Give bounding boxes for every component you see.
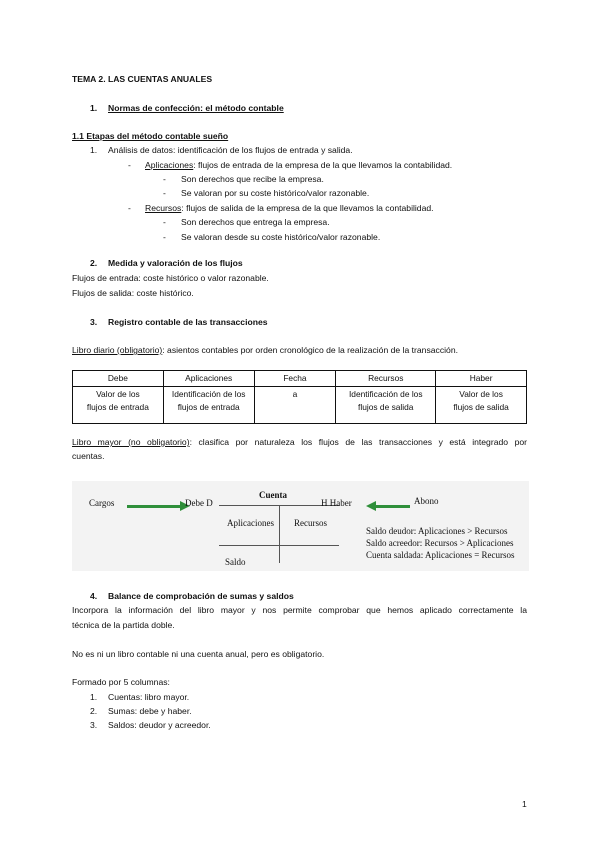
step-2-line-1: Flujos de entrada: coste histórico o valor razonable. (72, 273, 269, 283)
aplicaciones-bullet-1: Son derechos que recibe la empresa. (181, 174, 324, 184)
step-2-line-2: Flujos de salida: coste histórico. (72, 288, 194, 298)
abono-arrow-line (374, 505, 410, 508)
cuenta-label: Cuenta (259, 490, 288, 500)
cell-text: flujos de salida (358, 402, 414, 413)
recursos-label: Recursos (294, 518, 327, 528)
step-4-paragraph-line-1: Incorpora la información del libro mayor y nos permite comprobar que hemos aplicado correctamente la (72, 605, 527, 615)
header-recursos: Recursos (336, 371, 436, 387)
libro-mayor-line-2: cuentas. (72, 451, 105, 461)
cell-text: flujos de salida (453, 402, 509, 413)
libro-diario-line (72, 345, 458, 356)
cargos-arrow-line (127, 505, 183, 508)
step-4-note: No es ni un libro contable ni una cuenta anual, pero es obligatorio. (72, 649, 325, 659)
cell-debe (73, 387, 164, 424)
bullet-dash: - (163, 188, 166, 198)
saldo-acreedor-note: Saldo acreedor: Recursos > Aplicaciones (366, 538, 514, 548)
column-item-text: Sumas: debe y haber. (108, 706, 192, 716)
bullet-dash: - (163, 174, 166, 184)
table-header-row (73, 371, 527, 387)
cuenta-saldada-note: Cuenta saldada: Aplicaciones = Recursos (366, 550, 515, 560)
aplicaciones-line (145, 160, 452, 171)
header-debe: Debe (73, 371, 164, 387)
step-4-number: 4. (90, 591, 98, 601)
cell-aplicaciones (163, 387, 254, 424)
libro-diario-text: : asientos contables por orden cronológico de la realización de la transacción. (162, 345, 458, 355)
columns-intro: Formado por 5 columnas: (72, 677, 170, 687)
libro-mayor-term: Libro mayor (no obligatorio) (72, 437, 190, 447)
cell-text: Valor de los (459, 389, 503, 400)
t-account-diagram (72, 481, 529, 571)
aplicaciones-label: Aplicaciones (227, 518, 274, 528)
page-number: 1 (522, 799, 527, 809)
step-2-number: 2. (90, 258, 98, 268)
column-item-number: 2. (90, 706, 98, 716)
libro-mayor-line-1 (72, 437, 527, 448)
cell-haber (436, 387, 527, 424)
t-account-vertical-line (279, 505, 280, 563)
section-1-heading: Normas de confección: el método contable (108, 103, 284, 113)
column-item-number: 1. (90, 692, 98, 702)
libro-diario-term: Libro diario (obligatorio) (72, 345, 163, 355)
bullet-dash: - (163, 217, 166, 227)
column-item-text: Saldos: deudor y acreedor. (108, 720, 211, 730)
cell-text: Identificación de los (171, 389, 246, 400)
aplicaciones-bullet-2: Se valoran por su coste histórico/valor razonable. (181, 188, 370, 198)
header-fecha: Fecha (254, 371, 336, 387)
cell-text: Valor de los (96, 389, 140, 400)
debe-label: Debe D (185, 498, 213, 508)
table-row (73, 387, 527, 424)
cell-text: Identificación de los (348, 389, 423, 400)
cell-fecha (254, 387, 336, 424)
step-1-label: Análisis de datos: identificación de los flujos de entrada y salida. (108, 145, 353, 155)
aplicaciones-dash: - (128, 160, 131, 170)
page-title: TEMA 2. LAS CUENTAS ANUALES (72, 74, 213, 84)
header-aplicaciones: Aplicaciones (163, 371, 254, 387)
abono-label: Abono (414, 496, 439, 506)
recursos-bullet-2: Se valoran desde su coste histórico/valor razonable. (181, 232, 381, 242)
header-haber: Haber (436, 371, 527, 387)
step-2-label: Medida y valoración de los flujos (108, 258, 243, 268)
recursos-text: : flujos de salida de la empresa de la que llevamos la contabilidad. (181, 203, 434, 213)
cell-recursos (336, 387, 436, 424)
haber-label: H Haber (321, 498, 352, 508)
subsection-1-1-heading: 1.1 Etapas del método contable sueño (72, 131, 229, 141)
t-account-saldo-line (219, 545, 339, 546)
section-1-number: 1. (90, 103, 98, 113)
recursos-line (145, 203, 434, 214)
cell-text: flujos de entrada (86, 402, 149, 413)
aplicaciones-term: Aplicaciones (145, 160, 194, 170)
step-4-paragraph-line-2: técnica de la partida doble. (72, 620, 175, 630)
journal-table (72, 370, 527, 424)
step-3-label: Registro contable de las transacciones (108, 317, 268, 327)
saldo-label: Saldo (225, 557, 246, 567)
libro-mayor-text: : clasifica por naturaleza los flujos de las transacciones y está integrado por (189, 437, 527, 447)
aplicaciones-text: : flujos de entrada de la empresa de la que llevamos la contabilidad. (193, 160, 453, 170)
recursos-dash: - (128, 203, 131, 213)
cell-text: flujos de entrada (177, 402, 240, 413)
column-item-text: Cuentas: libro mayor. (108, 692, 190, 702)
cell-text: a (292, 389, 298, 400)
step-3-number: 3. (90, 317, 98, 327)
step-1-number: 1. (90, 145, 98, 155)
column-item-number: 3. (90, 720, 98, 730)
saldo-deudor-note: Saldo deudor: Aplicaciones > Recursos (366, 526, 508, 536)
cargos-label: Cargos (89, 498, 115, 508)
recursos-bullet-1: Son derechos que entrega la empresa. (181, 217, 330, 227)
recursos-term: Recursos (145, 203, 182, 213)
bullet-dash: - (163, 232, 166, 242)
step-4-label: Balance de comprobación de sumas y saldos (108, 591, 294, 601)
